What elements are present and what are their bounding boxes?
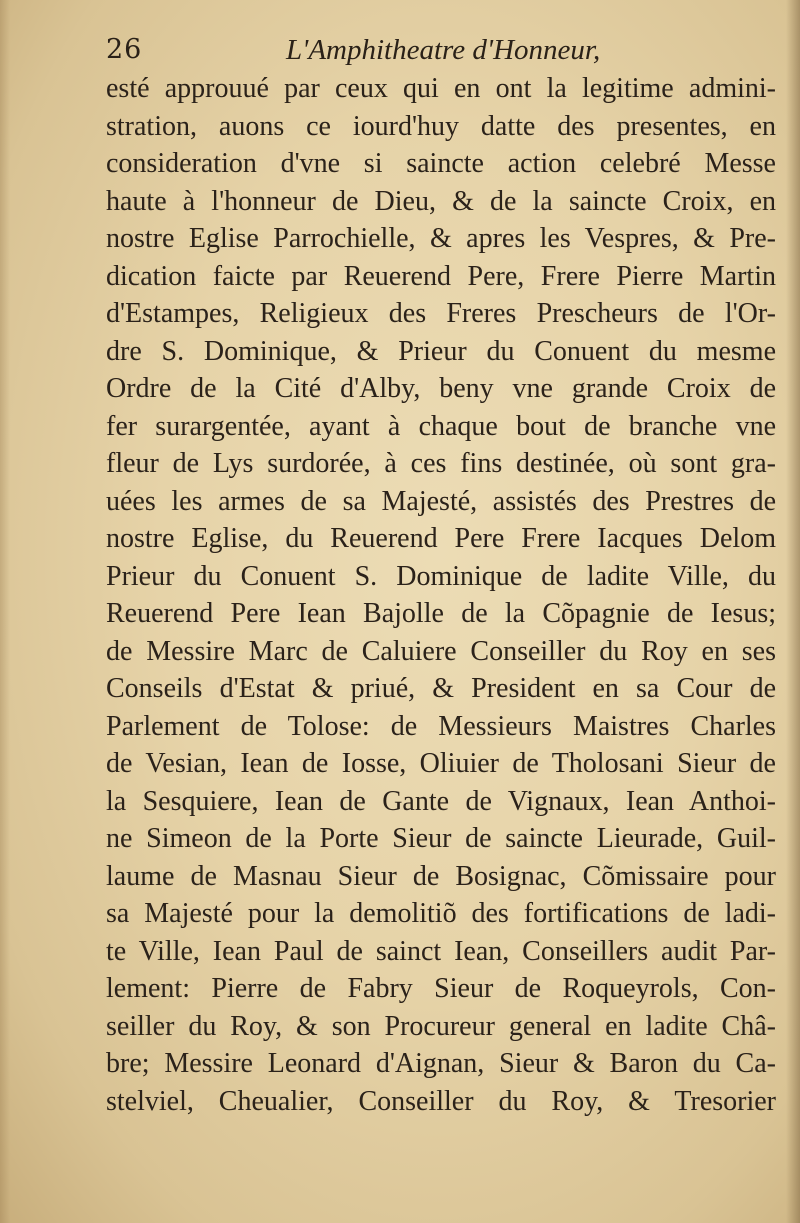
text-line: bre; Messire Leonard d'Aignan, Sieur & Baron du Ca- bbox=[106, 1048, 776, 1079]
text-line: consideration d'vne si saincte action celebré Messe bbox=[106, 148, 776, 179]
text-line: stration, auons ce iourd'huy datte des presentes, en bbox=[106, 110, 776, 142]
text-line: la Sesquiere, Iean de Gante de Vignaux, Iean Anthoi- bbox=[106, 785, 776, 817]
text-line: fer surargentée, ayant à chaque bout de branche vne bbox=[106, 410, 776, 442]
text-line: Prieur du Conuent S. Dominique de ladite Ville, du bbox=[106, 560, 776, 592]
text-line: ne Simeon de la Porte Sieur de saincte Lieurade, Guil- bbox=[106, 823, 776, 854]
text-line: esté approuué par ceux qui en ont la legitime admini- bbox=[106, 73, 776, 104]
text-line: sa Majesté pour la demolitiõ des fortifications de ladi- bbox=[106, 898, 776, 929]
text-line: seiller du Roy, & son Procureur general en ladite Châ- bbox=[106, 1010, 776, 1042]
text-line: Parlement de Tolose: de Messieurs Maistres Charles bbox=[106, 710, 776, 742]
text-line: fleur de Lys surdorée, à ces fins destinée, où sont gra- bbox=[106, 448, 776, 479]
text-line: laume de Masnau Sieur de Bosignac, Cõmissaire pour bbox=[106, 860, 776, 892]
text-line: dre S. Dominique, & Prieur du Conuent du mesme bbox=[106, 335, 776, 367]
text-line: Reuerend Pere Iean Bajolle de la Cõpagnie de Iesus; bbox=[106, 598, 776, 629]
text-line: dication faicte par Reuerend Pere, Frere Pierre Martin bbox=[106, 260, 776, 292]
text-line: lement: Pierre de Fabry Sieur de Roqueyrols, Con- bbox=[106, 973, 776, 1004]
text-line: nostre Eglise, du Reuerend Pere Frere Iacques Delom bbox=[106, 523, 776, 554]
text-line: uées les armes de sa Majesté, assistés des Prestres de bbox=[106, 485, 776, 517]
page-left-edge-shadow bbox=[0, 0, 10, 1223]
body-text bbox=[106, 70, 776, 1120]
page-header bbox=[106, 30, 766, 74]
text-line: Ordre de la Cité d'Alby, beny vne grande Croix de bbox=[106, 373, 776, 404]
running-head: L'Amphitheatre d'Honneur, bbox=[286, 34, 601, 66]
text-line: stelviel, Cheualier, Conseiller du Roy, & Tresorier bbox=[106, 1085, 776, 1117]
text-line: de Vesian, Iean de Iosse, Oliuier de Tholosani Sieur de bbox=[106, 748, 776, 779]
text-line: haute à l'honneur de Dieu, & de la saincte Croix, en bbox=[106, 185, 776, 217]
text-line: nostre Eglise Parrochielle, & apres les Vespres, & Pre- bbox=[106, 223, 776, 254]
page-spine-shadow bbox=[786, 0, 800, 1223]
text-line: de Messire Marc de Caluiere Conseiller du Roy en ses bbox=[106, 635, 776, 667]
text-line: d'Estampes, Religieux des Freres Prescheurs de l'Or- bbox=[106, 298, 776, 329]
text-line: Conseils d'Estat & priué, & President en sa Cour de bbox=[106, 673, 776, 704]
page-number: 26 bbox=[106, 34, 143, 65]
text-line: te Ville, Iean Paul de sainct Iean, Conseillers audit Par- bbox=[106, 935, 776, 967]
